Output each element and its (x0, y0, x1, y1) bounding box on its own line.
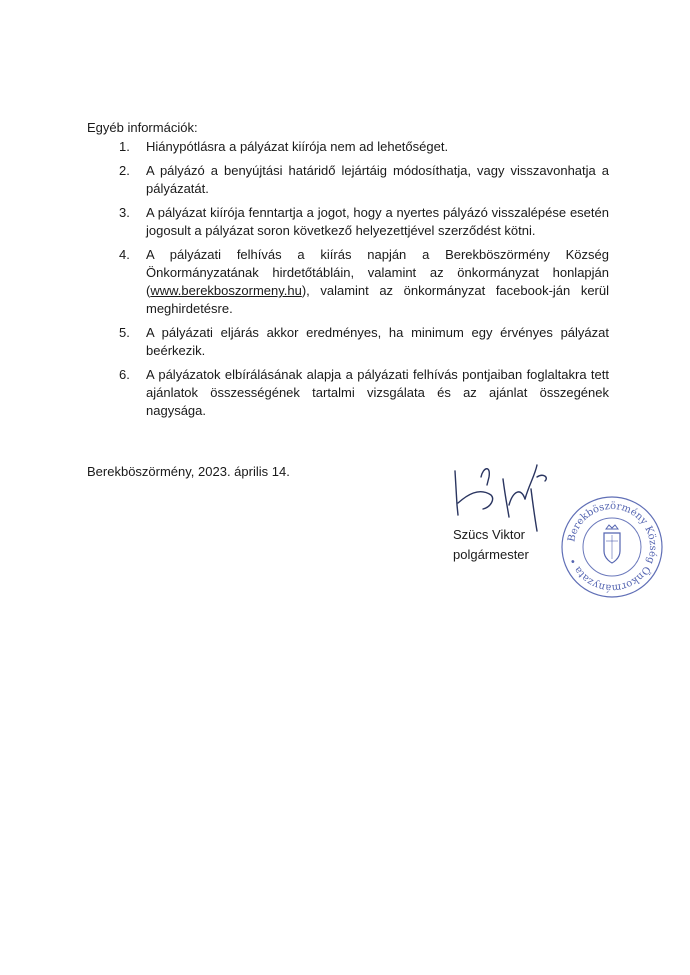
item-number: 1. (119, 139, 130, 154)
seal-text: Berekböszörmény Község Önkormányzata • (566, 500, 659, 594)
item-text-after: ), valamint az önkormányzat facebook-ján kerül meghirdetésre. (146, 283, 609, 316)
item-number: 5. (119, 325, 130, 340)
website-link[interactable]: www.berekboszormeny.hu (150, 283, 302, 298)
signer-block (453, 525, 529, 565)
signature-strokes (455, 465, 546, 531)
item-text: A pályázó a benyújtási határidő lejártáig módosíthatja, vagy visszavonhatja a pályázatát. (146, 163, 609, 196)
place-date: Berekböszörmény, 2023. április 14. (87, 464, 290, 479)
item-number: 2. (119, 163, 130, 178)
item-text (146, 246, 609, 318)
list-item (119, 204, 609, 240)
item-number: 6. (119, 367, 130, 382)
signer-title: polgármester (453, 547, 529, 562)
list-item (119, 366, 609, 420)
item-text-before: A pályázati felhívás a kiírás napján a Berekböszörmény Község Önkormányzatának hirdetőtábláin, valamint az önkormányzat honlapján ( (146, 247, 609, 298)
list-item (119, 138, 609, 156)
list-item (119, 324, 609, 360)
item-number: 3. (119, 205, 130, 220)
section-heading: Egyéb információk: (87, 120, 198, 135)
info-list (119, 138, 609, 426)
official-seal (560, 495, 664, 599)
item-text: A pályázat kiírója fenntartja a jogot, hogy a nyertes pályázó visszalépése esetén jogosult a pályázat soron következő helyezettjével szerződést kötni. (146, 205, 609, 238)
list-item (119, 246, 609, 318)
crown-icon (606, 525, 618, 529)
item-text: A pályázati eljárás akkor eredményes, ha minimum egy érvényes pályázat beérkezik. (146, 325, 609, 358)
signature-image (445, 455, 565, 535)
seal-graphic (562, 497, 662, 597)
item-number: 4. (119, 247, 130, 262)
item-text: A pályázatok elbírálásának alapja a pályázati felhívás pontjaiban foglaltakra tett ajánlatok összességének tartalmi vizsgálata és az ajánlat összegének nagysága. (146, 367, 609, 418)
list-item (119, 162, 609, 198)
item-text: Hiánypótlásra a pályázat kiírója nem ad lehetőséget. (146, 139, 449, 154)
signer-name: Szücs Viktor (453, 527, 526, 542)
